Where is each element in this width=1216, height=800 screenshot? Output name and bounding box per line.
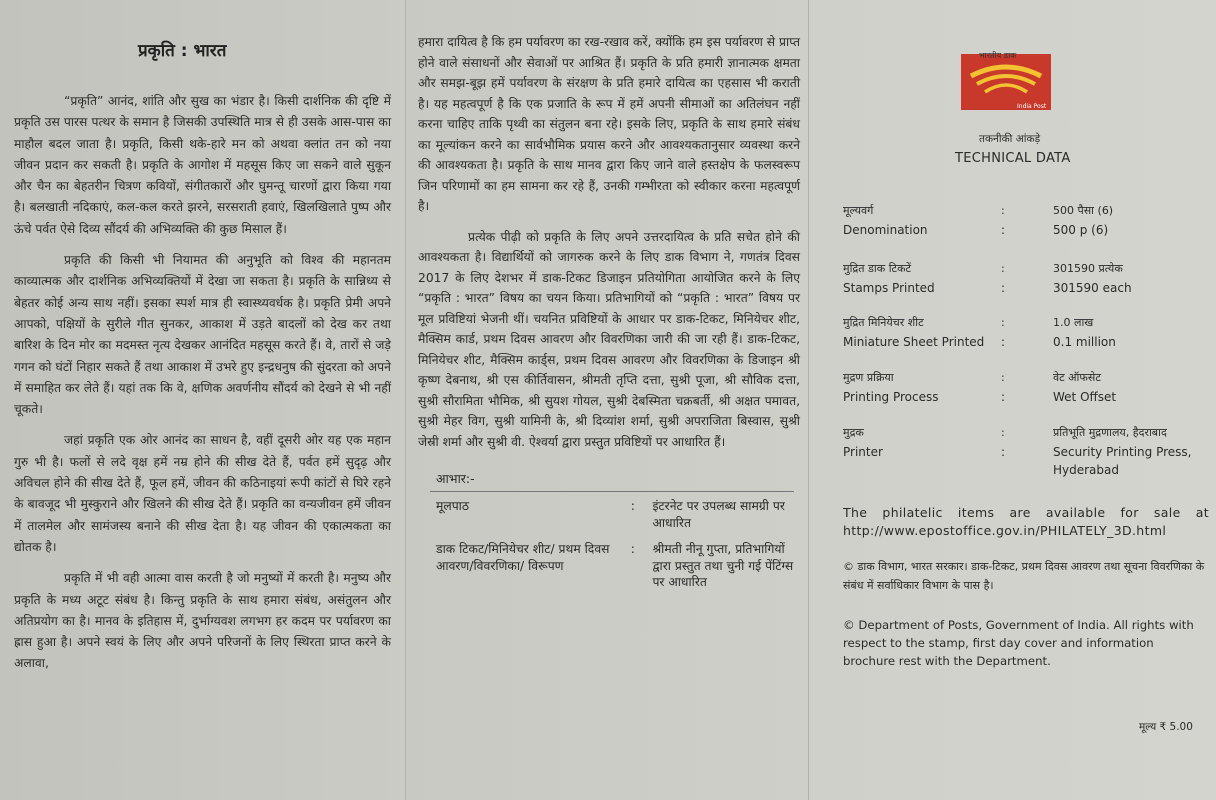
technical-data-heading-hindi: तकनीकी आंकड़े: [979, 133, 1041, 145]
price-label: मूल्य ₹ 5.00: [1139, 721, 1193, 733]
spec-colon: :: [1001, 426, 1005, 439]
copyright-hindi: © डाक विभाग, भारत सरकार। डाक-टिकट, प्रथम दिवस आवरण तथा सूचना विवरणिका के संबंध में सर्वाधिकार विभाग के पास है।: [843, 560, 1205, 592]
spec-value: 500 p (6): [1053, 222, 1109, 237]
spec-label-hindi: मुद्रक: [843, 426, 864, 439]
spec-label-hindi: मूल्यवर्ग: [843, 204, 874, 217]
credit-colon: :: [630, 542, 635, 556]
credit-value: इंटरनेट पर उपलब्ध सामग्री पर आधारित: [652, 499, 785, 530]
spec-colon: :: [1001, 389, 1006, 404]
spec-value-hindi: वेट ऑफसेट: [1053, 371, 1101, 384]
credit-row: [436, 541, 800, 591]
right-panel: [808, 0, 1216, 800]
spec-value-hindi: 1.0 लाख: [1053, 316, 1094, 329]
credit-row: [436, 498, 800, 531]
spec-label-hindi: मुद्रित मिनियेचर शीट: [843, 316, 924, 329]
india-post-emblem-icon: [961, 54, 1051, 110]
logo-text-english: India Post: [1017, 103, 1047, 110]
spec-label-hindi: मुद्रित डाक टिकटें: [843, 262, 912, 275]
credit-value: श्रीमती नीनू गुप्ता, प्रतिभागियों द्वारा प्रस्तुत तथा चुनी गई पेंटिंग्स पर आधारित: [652, 542, 794, 589]
spec-colon: :: [1001, 204, 1005, 217]
india-post-logo: [961, 54, 1051, 110]
spec-value-hindi: 500 पैसा (6): [1053, 204, 1114, 217]
paragraph: प्रकृति में भी वही आत्मा वास करती है जो मनुष्यों में करती है। मनुष्य और प्रकृति के मध्य अटूट संबंध है। किन्तु प्रकृति के साथ हमारा संबंध, असंतुलन और अतिप्रयोग का है। मानव के इतिहास में, दुर्भाग्यवश लगभग हर कदम पर पर्यावरण का ह्रास हुआ है। अपने स्वयं के लिए और अपने परिजनों के लिए स्थिरता प्राप्त करने के अलावा,: [14, 571, 391, 671]
availability-note: The philatelic items are available for sale at http://www.epostoffice.gov.in/PHILATELY_3D.html: [843, 505, 1209, 538]
spec-label: Printing Process: [843, 389, 939, 404]
paragraph: प्रकृति की किसी भी नियामत की अनुभूति को विश्व की महानतम काव्यात्मक और दार्शनिक अभिव्यक्तियों में देखा जा सकता है। प्रकृति के सान्निध्य से बेहतर कोई अन्य साथ नहीं। इसका स्पर्श मात्र ही स्वास्थ्यवर्धक है। प्रकृति प्रेमी अपने आपको, पक्षियों के सुरीले गीत सुनकर, आकाश में उड़ते बादलों को देख कर तथा बारिश के दिन मोर का मदमस्त नृत्य देखकर आनंदित महसूस करते हैं। वे, तारों से जड़े गगन को घंटों निहार सकते हैं तथा आकाश में उभरे हुए इन्द्रधनुष की सुंदरता को अपने में समाहित कर लेते हैं। यहां तक कि वे, क्षणिक अवर्णनीय सौंदर्य को देखने से भी नहीं चूकते।: [14, 253, 391, 417]
spec-value: Wet Offset: [1053, 389, 1117, 404]
spec-colon: :: [1001, 334, 1006, 349]
technical-data-heading: TECHNICAL DATA: [955, 151, 1071, 166]
copyright-english: © Department of Posts, Government of India. All rights with respect to the stamp, first day cover and information brochure rest with the Department.: [843, 618, 1194, 668]
paragraph: जहां प्रकृति एक ओर आनंद का साधन है, वहीं दूसरी ओर यह एक महान गुरु भी है। फलों से लदे वृक्ष हमें नम्र होने की सीख देते हैं, पर्वत हमें सुदृढ़ और अविचल होने की सीख देते हैं, फूल हमें, जीवन की कठिनाइयां रूपी कांटों से घिरे रहने के बावजूद भी मुस्कुराने और खिलने की सीख देते हैं। प्रकृति का वन्यजीवन हमें जीवन में तालमेल और सामंजस्य बनाने की सीख देता है। यह जीवन की एकात्मकता का द्योतक है।: [14, 433, 391, 554]
left-panel: [0, 0, 405, 800]
credits-title: आभार:-: [436, 471, 475, 486]
spec-label-hindi: मुद्रण प्रक्रिया: [843, 371, 894, 384]
credits-divider: [430, 491, 794, 492]
spec-value: Security Printing Press, Hyderabad: [1053, 444, 1192, 477]
spec-printer: [843, 424, 1213, 480]
logo-text-hindi: भारतीय डाक: [979, 51, 1017, 60]
paragraph: प्रत्येक पीढ़ी को प्रकृति के लिए अपने उत्तरदायित्व के प्रति सचेत होने की आवश्यकता है। विद्यार्थियों को जागरुक करने के लिए डाक विभाग ने, गणतंत्र दिवस 2017 के लिए देशभर में डाक-टिकट डिजाइन प्रतियोगिता आयोजित करने के लिए “प्रकृति : भारत” विषय का चयन किया। प्रतिभागियों को “प्रकृति : भारत” विषय पर मूल प्रविष्टियां भेजनी थीं। चयनित प्रविष्टियों के आधार पर डाक-टिकट, मिनियेचर शीट, मैक्सिम कार्ड, प्रथम दिवस आवरण और विवरणिका जारी की जा रही हैं। डाक-टिकट, मिनियेचर शीट, मैक्सिम कार्ड्स, प्रथम दिवस आवरण और विवरणिका के डिजाइन श्री कृष्ण देबनाथ, श्री एस कीर्तिवासन, श्रीमती तृप्ति दत्ता, सुश्री पूजा, श्री सौविक दत्ता, सुश्री सौरामिता भौमिक, श्री सुयश गोयल, सुश्री देबस्मिता चक्रबर्ती, श्री अक्षत पमावत, सुश्री मेहर विग, सुश्री यामिनी के, श्री दिव्यांश शर्मा, सुश्री अपराजिता बिस्वास, सुश्री जेस्री शर्मा और सुश्री वी. ऐश्वर्या द्वारा प्रस्तुत प्रविष्टियों पर आधारित हैं।: [418, 229, 800, 449]
credit-key: मूलपाठ: [436, 499, 470, 513]
spec-label: Printer: [843, 444, 883, 459]
credit-colon: :: [630, 499, 635, 513]
spec-colon: :: [1001, 280, 1006, 295]
middle-panel: [405, 0, 808, 800]
spec-colon: :: [1001, 222, 1006, 237]
spec-value-hindi: 301590 प्रत्येक: [1053, 262, 1123, 275]
paragraph: हमारा दायित्व है कि हम पर्यावरण का रख-रखाव करें, क्योंकि हम इस पर्यावरण से प्राप्त होने वाले संसाधनों और सेवाओं पर आश्रित हैं। प्रकृति के प्रति हमारी ज्ञानात्मक क्षमता और समझ-बूझ हमें पर्यावरण के संरक्षण के प्रति हमारे दायित्व का एहसास भी कराती है। यह महत्वपूर्ण है कि एक प्रजाति के रूप में हमें अपनी सीमाओं का अतिलंघन नहीं करना चाहिए ताकि पृथ्वी का संतुलन बना रहे। इसके लिए, प्रकृति के साथ हमारे संबंध का मूल्यांकन करने का सार्वभौमिक प्रयास करने और आवश्यकतानुसार व्यवस्था करने की आवश्यकता है। प्रकृति के साथ मानव द्वारा किए जाने वाले हस्तक्षेप के फलस्वरूप जिन परिणामों का हम सामना कर रहे हैं, उनकी गम्भीरता को स्वीकार करना महत्वपूर्ण है।: [418, 35, 800, 213]
spec-label: Denomination: [843, 222, 928, 237]
spec-value-hindi: प्रतिभूति मुद्रणालय, हैदराबाद: [1053, 426, 1167, 439]
spec-stamps-printed: [843, 260, 1213, 297]
spec-colon: :: [1001, 444, 1006, 459]
spec-value: 0.1 million: [1053, 334, 1116, 349]
spec-colon: :: [1001, 316, 1005, 329]
spec-label: Stamps Printed: [843, 280, 935, 295]
spec-colon: :: [1001, 262, 1005, 275]
paragraph: “प्रकृति” आनंद, शांति और सुख का भंडार है। किसी दार्शनिक की दृष्टि में प्रकृति उस पारस पत्थर के समान है जिसकी उपस्थिति मात्र से ही उसके आस-पास का माहौल बदल जाता है। प्रकृति, किसी थके-हारे मन को अथवा क्लांत तन को नया जीवन प्रदान कर सकती है। प्रकृति के आगोश में महसूस किए जा सकने वाले सुकून और चैन का बेहतरीन चित्रण कवियों, संगीतकारों और घुमन्तू चारणों द्वारा किया गया है। बलखाती नदिकाएं, कल-कल करते झरने, सरसराती हवाएं, खिलखिलाते पुष्प और ऊंचे पर्वत ऐसे दिव्य सौंदर्य की अभिव्यक्ति की कुछ मिसाल हैं।: [14, 94, 391, 236]
credit-key: डाक टिकट/मिनियेचर शीट/ प्रथम दिवस आवरण/विवरणिका/ विरूपण: [436, 542, 610, 573]
spec-value: 301590 each: [1053, 280, 1132, 295]
brochure-title: प्रकृति : भारत: [138, 41, 227, 61]
spec-printing-process: [843, 369, 1213, 406]
spec-label: Miniature Sheet Printed: [843, 334, 985, 349]
spec-colon: :: [1001, 371, 1005, 384]
spec-miniature-sheet: [843, 314, 1213, 351]
spec-denomination: [843, 202, 1213, 239]
